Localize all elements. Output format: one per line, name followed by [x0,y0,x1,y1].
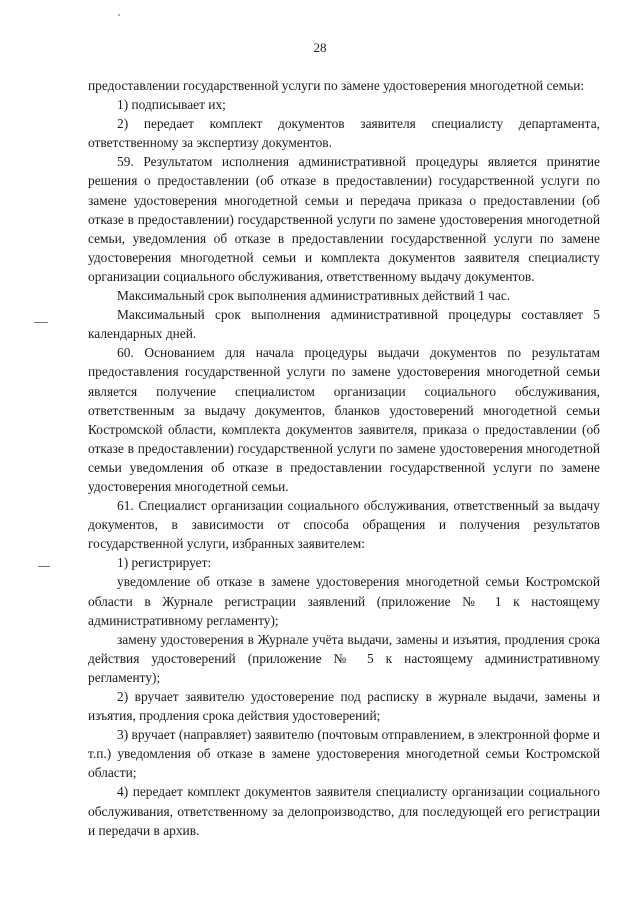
list-item-3: 3) вручает (направляет) заявителю (почтовым отправлением, в электронной форме и т.п.) уведомления об отказе в замене удостоверения многодетной семьи Костромской области; [88,727,600,781]
scan-mark [38,566,50,567]
paragraph-3: 2) передает комплект документов заявителя специалисту департамента, ответственному за экспертизу документов. [88,116,600,151]
list-item-1: 1) регистрирует: [117,555,212,571]
sub-item-notice: уведомление об отказе в замене удостоверения многодетной семьи Костромской области в Журнале регистрации заявлений (приложение № 1 к настоящему административному регламенту); [88,574,600,628]
paragraph-1: предоставлении государственной услуги по замене удостоверения многодетной семьи: [88,78,585,93]
scan-dot [118,14,120,16]
document-body [88,76,600,840]
paragraph-59: 59. Результатом исполнения административной процедуры является принятие решения о предоставлении (об отказе в предоставлении) государственной услуги по замене удостоверения многодетной семьи и передача приказа о предоставлении (об отказе в предоставлении) государственной услуги по замене удостоверения многодетной семьи, уведомления об отказе в предоставлении государственной услуги по замене удостоверения многодетной семьи и комплекта документов заявителя специалисту организации социального обслуживания, ответственному выдачу документов. [88,154,600,284]
scan-mark [34,322,48,323]
paragraph-60: 60. Основанием для начала процедуры выдачи документов по результатам предоставления государственной услуги по замене удостоверения многодетной семьи является получение специалистом организации социального обслуживания, ответственным за выдачу документов, бланков удостоверений многодетной семьи Костромской области, комплекта документов заявителя, приказа о предоставлении (об отказе в предоставлении) государственной услуги по замене удостоверения многодетной семьи уведомления об отказе в предоставлении государственной услуги по замене удостоверения многодетной семьи. [88,345,600,494]
page-number: 28 [313,40,327,55]
list-item-2: 2) вручает заявителю удостоверение под расписку в журнале выдачи, замены и изъятия, продления срока действия удостоверений; [88,689,600,724]
sub-item-replacement: замену удостоверения в Журнале учёта выдачи, замены и изъятия, продления срока действия удостоверений (приложение № 5 к настоящему административному регламенту); [88,631,600,685]
paragraph-2: 1) подписывает их; [117,97,226,113]
paragraph-max-time-actions: Максимальный срок выполнения административных действий 1 час. [117,288,511,304]
list-item-4: 4) передает комплект документов заявителя специалисту организации социального обслуживания, ответственному за делопроизводство, для последующей его регистрации и передачи в архив. [88,784,600,838]
paragraph-max-time-procedure: Максимальный срок выполнения административной процедуры составляет 5 календарных дней. [88,307,600,342]
paragraph-61: 61. Специалист организации социального обслуживания, ответственный за выдачу документов, в зависимости от способа обращения и получения результатов государственной услуги, избранных заявителем: [88,498,600,552]
